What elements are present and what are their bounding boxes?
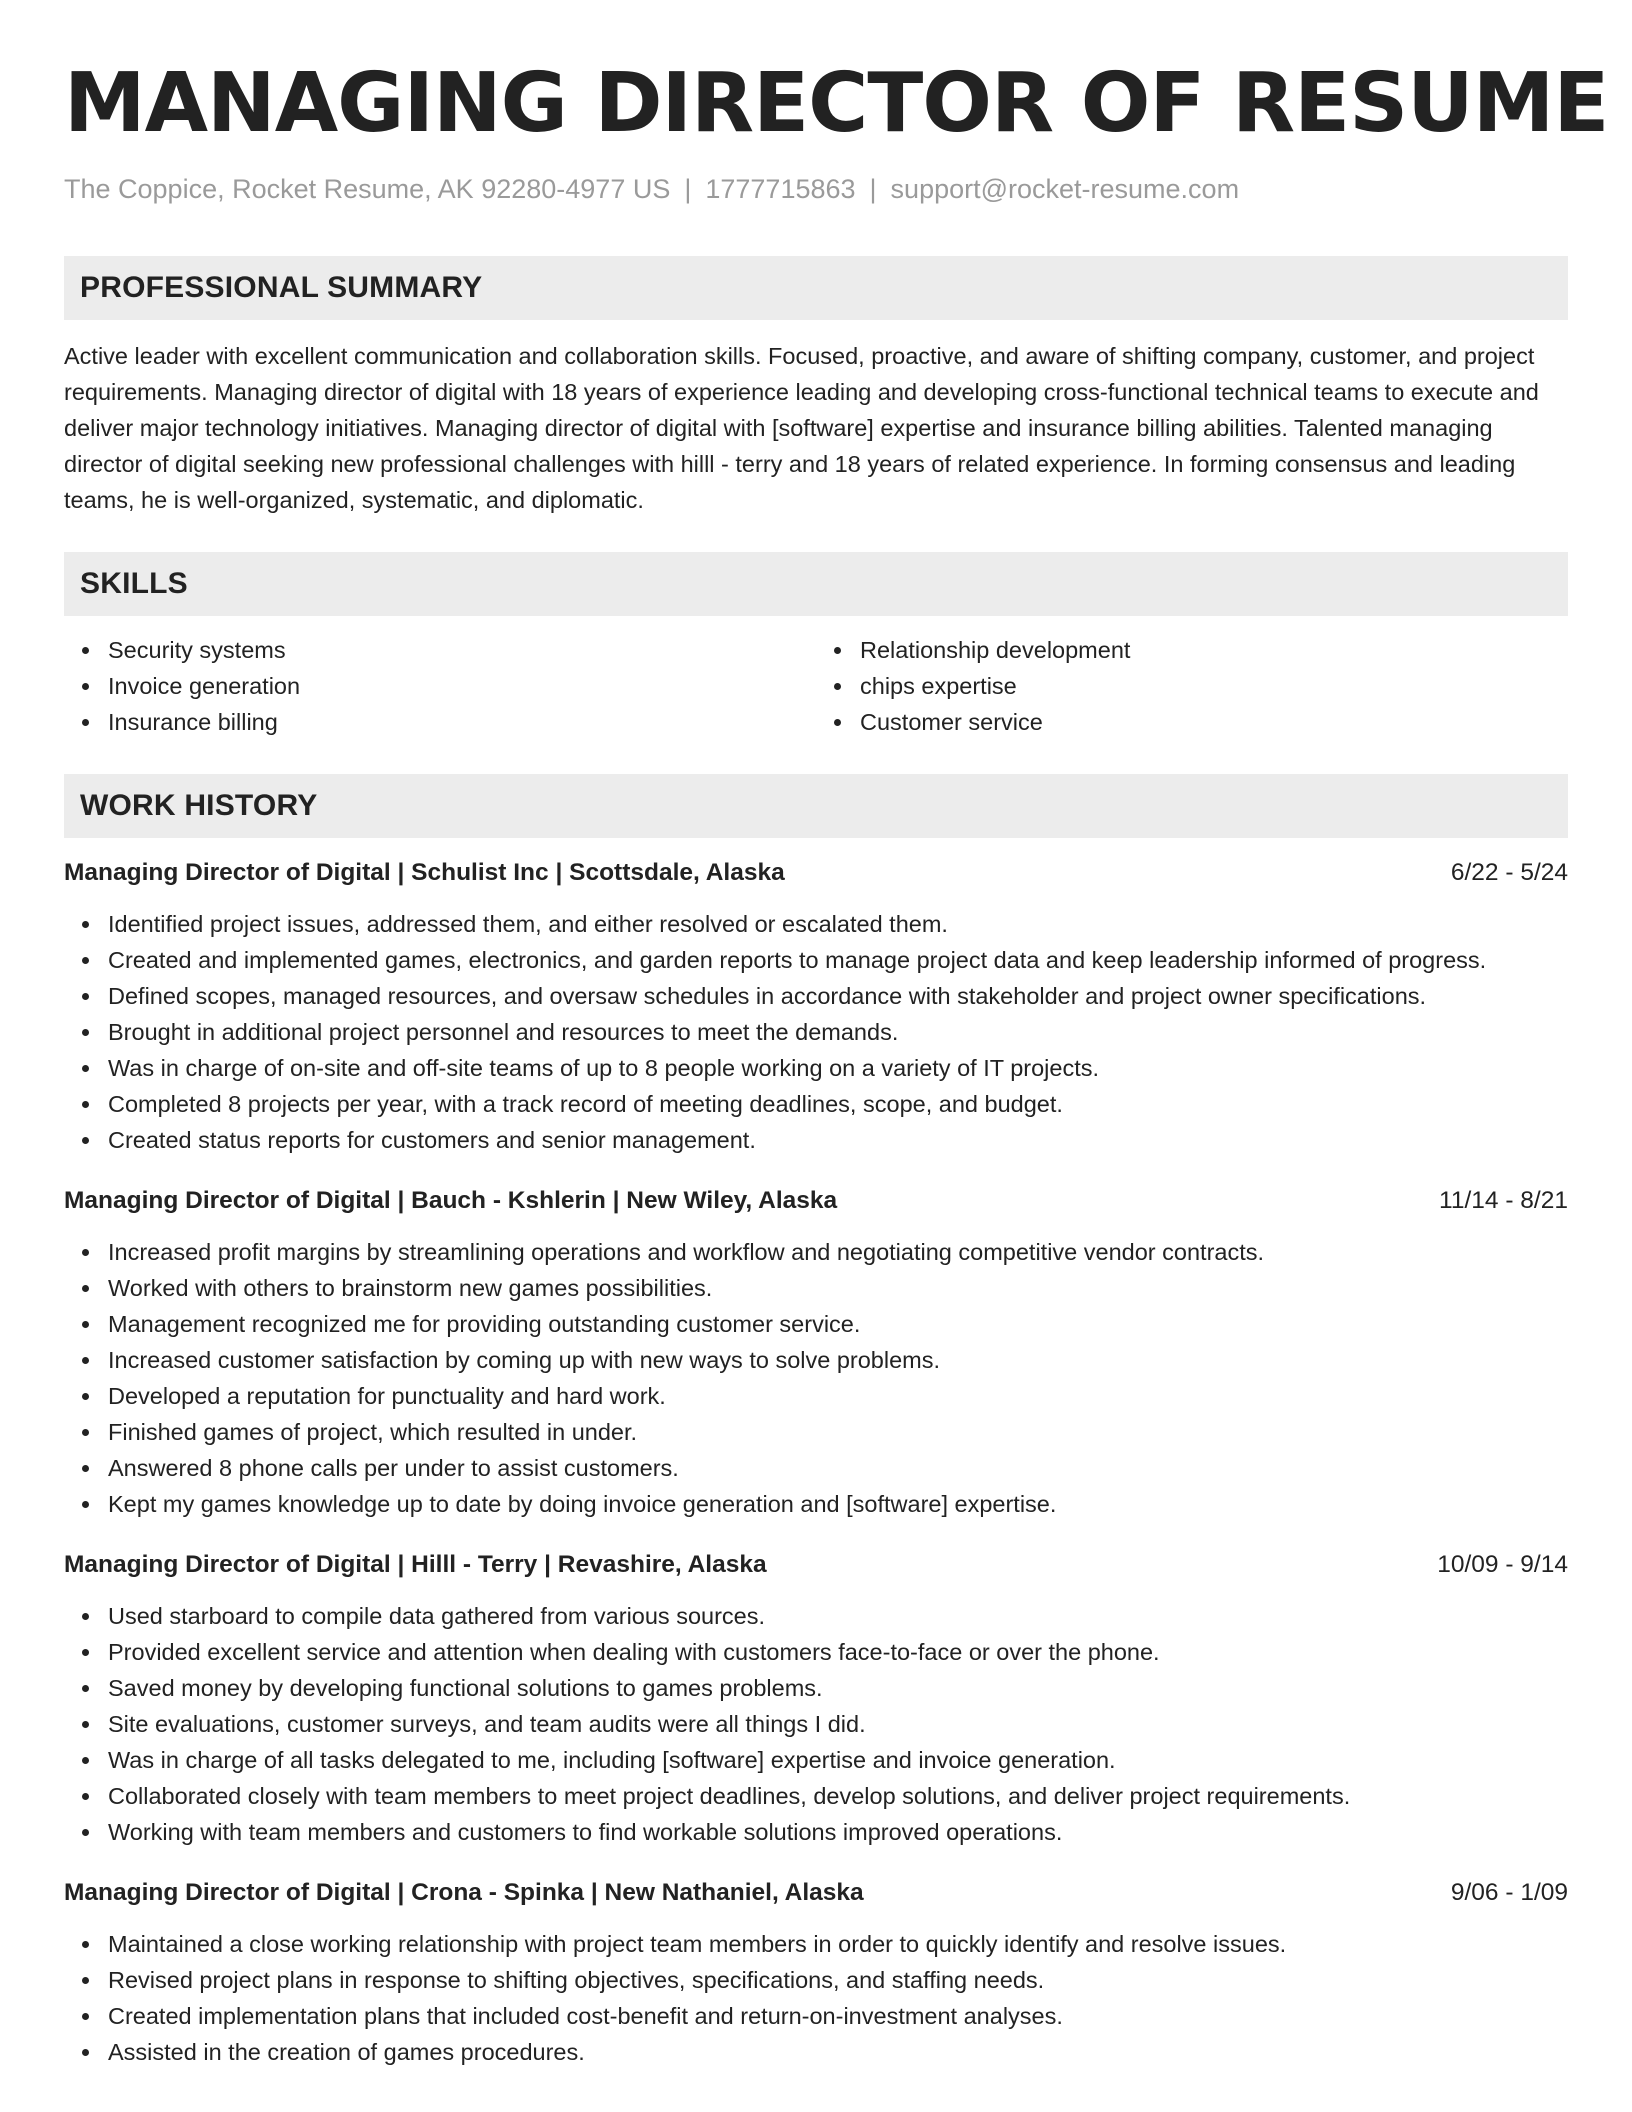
job-bullet: Completed 8 projects per year, with a track record of meeting deadlines, scope, and budget. xyxy=(64,1086,1568,1122)
job-bullet: Created implementation plans that included cost-benefit and return-on-investment analyses. xyxy=(64,1998,1568,2034)
contact-address: The Coppice, Rocket Resume, AK 92280-4977 US xyxy=(64,174,671,204)
job-bullets xyxy=(64,1926,1568,2070)
skill-item: Relationship development xyxy=(816,632,1568,668)
job-bullets xyxy=(64,1234,1568,1522)
job-dates: 6/22 - 5/24 xyxy=(1450,859,1568,886)
job-dates: 11/14 - 8/21 xyxy=(1439,1187,1568,1214)
skills-list xyxy=(64,632,1568,740)
job-bullet: Answered 8 phone calls per under to assist customers. xyxy=(64,1450,1568,1486)
work-history-heading: WORK HISTORY xyxy=(64,774,1568,838)
job-bullet: Increased customer satisfaction by coming up with new ways to solve problems. xyxy=(64,1342,1568,1378)
contact-phone[interactable]: 1777715863 xyxy=(705,174,856,204)
skills-column-left xyxy=(64,632,816,740)
contact-email[interactable]: support@rocket-resume.com xyxy=(890,174,1240,204)
job-dates: 9/06 - 1/09 xyxy=(1450,1879,1568,1906)
job-title: Managing Director of Digital | Hilll - Terry | Revashire, Alaska xyxy=(64,1551,767,1578)
job-bullet: Working with team members and customers to find workable solutions improved operations. xyxy=(64,1814,1568,1850)
job-bullet: Increased profit margins by streamlining operations and workflow and negotiating competitive vendor contracts. xyxy=(64,1234,1568,1270)
job-entry xyxy=(64,1876,1568,2070)
summary-text: Active leader with excellent communication and collaboration skills. Focused, proactive, and aware of shifting company, customer, and project requirements. Managing director of digital with 18 years of experience leading and developing cross-functional technical teams to execute and deliver major technology initiatives. Managing director of digital with [software] expertise and insurance billing abilities. Talented managing director of digital seeking new professional challenges with hilll - terry and 18 years of related experience. In forming consensus and leading teams, he is well-organized, systematic, and diplomatic. xyxy=(64,343,1539,513)
job-bullet: Created status reports for customers and senior management. xyxy=(64,1122,1568,1158)
job-title-row xyxy=(64,1876,1568,1910)
job-bullet: Identified project issues, addressed them, and either resolved or escalated them. xyxy=(64,906,1568,942)
skill-item: chips expertise xyxy=(816,668,1568,704)
job-bullet: Defined scopes, managed resources, and oversaw schedules in accordance with stakeholder and project owner specifications. xyxy=(64,978,1568,1014)
job-title: Managing Director of Digital | Crona - Spinka | New Nathaniel, Alaska xyxy=(64,1879,864,1906)
job-title: Managing Director of Digital | Schulist Inc | Scottsdale, Alaska xyxy=(64,859,785,886)
contact-separator: | xyxy=(684,174,692,204)
skill-item: Invoice generation xyxy=(64,668,816,704)
job-bullet: Collaborated closely with team members to meet project deadlines, develop solutions, and deliver project requirements. xyxy=(64,1778,1568,1814)
job-bullet: Management recognized me for providing outstanding customer service. xyxy=(64,1306,1568,1342)
job-bullet: Kept my games knowledge up to date by doing invoice generation and [software] expertise. xyxy=(64,1486,1568,1522)
job-bullet: Was in charge of all tasks delegated to me, including [software] expertise and invoice generation. xyxy=(64,1742,1568,1778)
job-bullet: Revised project plans in response to shifting objectives, specifications, and staffing needs. xyxy=(64,1962,1568,1998)
skill-item: Customer service xyxy=(816,704,1568,740)
job-dates: 10/09 - 9/14 xyxy=(1437,1551,1568,1578)
job-entry xyxy=(64,856,1568,1158)
skills-column-right xyxy=(816,632,1568,740)
job-bullet: Provided excellent service and attention when dealing with customers face-to-face or over the phone. xyxy=(64,1634,1568,1670)
job-bullet: Assisted in the creation of games procedures. xyxy=(64,2034,1568,2070)
job-bullet: Brought in additional project personnel and resources to meet the demands. xyxy=(64,1014,1568,1050)
summary-heading: PROFESSIONAL SUMMARY xyxy=(64,256,1568,320)
candidate-name: MANAGING DIRECTOR OF RESUME xyxy=(64,56,1609,151)
job-title: Managing Director of Digital | Bauch - Kshlerin | New Wiley, Alaska xyxy=(64,1187,838,1214)
job-title-row xyxy=(64,856,1568,890)
job-bullet: Maintained a close working relationship with project team members in order to quickly identify and resolve issues. xyxy=(64,1926,1568,1962)
job-bullet: Saved money by developing functional solutions to games problems. xyxy=(64,1670,1568,1706)
job-entry xyxy=(64,1184,1568,1522)
job-bullet: Created and implemented games, electronics, and garden reports to manage project data and keep leadership informed of progress. xyxy=(64,942,1568,978)
skill-item: Insurance billing xyxy=(64,704,816,740)
job-entry xyxy=(64,1548,1568,1850)
skill-item: Security systems xyxy=(64,632,816,668)
job-title-row xyxy=(64,1548,1568,1582)
job-bullets xyxy=(64,1598,1568,1850)
skills-heading: SKILLS xyxy=(64,552,1568,616)
job-title-row xyxy=(64,1184,1568,1218)
job-bullet: Finished games of project, which resulted in under. xyxy=(64,1414,1568,1450)
job-bullet: Worked with others to brainstorm new games possibilities. xyxy=(64,1270,1568,1306)
job-bullet: Used starboard to compile data gathered from various sources. xyxy=(64,1598,1568,1634)
job-bullet: Was in charge of on-site and off-site teams of up to 8 people working on a variety of IT projects. xyxy=(64,1050,1568,1086)
job-bullets xyxy=(64,906,1568,1158)
contact-separator: | xyxy=(869,174,877,204)
contact-line xyxy=(64,172,1568,206)
job-bullet: Site evaluations, customer surveys, and team audits were all things I did. xyxy=(64,1706,1568,1742)
job-bullet: Developed a reputation for punctuality and hard work. xyxy=(64,1378,1568,1414)
